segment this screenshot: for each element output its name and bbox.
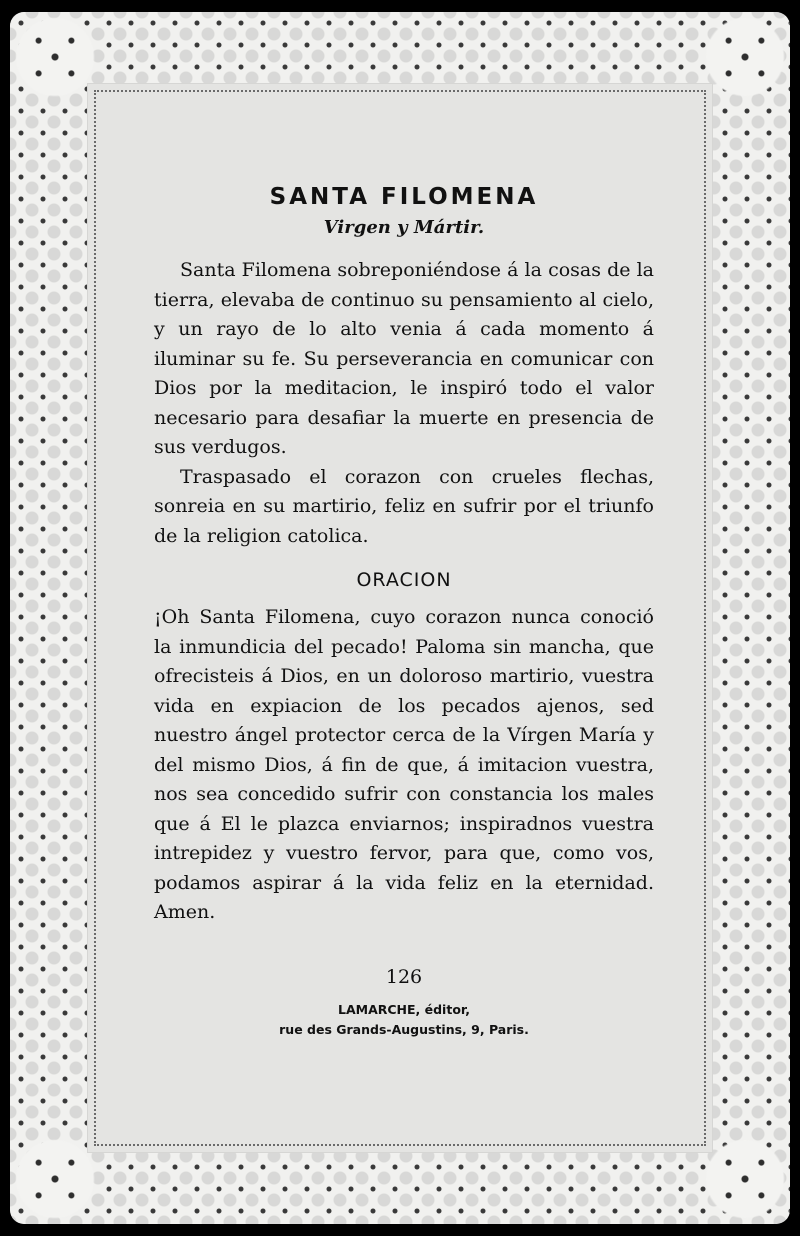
- lace-corner-ornament: [704, 16, 786, 98]
- card-number: 126: [385, 965, 423, 988]
- prayer-text: ¡Oh Santa Filomena, cuyo corazon nunca conoció la inmundicia del pecado! Paloma sin mancha, que ofrecisteis á Dios, en un doloroso martirio, vuestra vida en expiacion de los pecados ajenos, sed nuestro ángel protector cerca de la Vírgen María y del mismo Dios, á fin de que, á imitacion vuestra, nos sea concedido sufrir con constancia los males que á El le plazca enviarnos; inspiradnos vuestra intrepidez y vuestro fervor, para que, como vos, podamos aspirar á la vida feliz en la eternidad. Amen.: [154, 606, 654, 923]
- lace-corner-ornament: [14, 16, 96, 98]
- biography-paragraph: Santa Filomena sobreponiéndose á la cosas de la tierra, elevaba de continuo su pensamiento al cielo, y un rayo de lo alto venia á cada momento á iluminar su fe. Su perseverancia en comunicar con Dios por la meditacion, le inspiró todo el valor necesario para desafiar la muerte en presencia de sus verdugos.: [154, 259, 654, 458]
- card-subtitle: Virgen y Mártir.: [323, 217, 485, 238]
- lace-corner-ornament: [704, 1138, 786, 1220]
- card-title: SANTA FILOMENA: [269, 184, 539, 210]
- card-text: [154, 180, 654, 1040]
- biography-paragraph: Traspasado el corazon con crueles flechas, sonreia en su martirio, feliz en sufrir por el triunfo de la religion catolica.: [154, 465, 654, 547]
- printed-panel: [88, 84, 712, 1152]
- lace-corner-ornament: [14, 1138, 96, 1220]
- holy-card: [10, 12, 790, 1224]
- publisher-name: LAMARCHE, éditor,: [337, 1001, 470, 1017]
- prayer-heading: ORACION: [356, 569, 452, 591]
- publisher-imprint: [154, 1000, 654, 1040]
- publisher-address: rue des Grands-Augustins, 9, Paris.: [279, 1021, 529, 1037]
